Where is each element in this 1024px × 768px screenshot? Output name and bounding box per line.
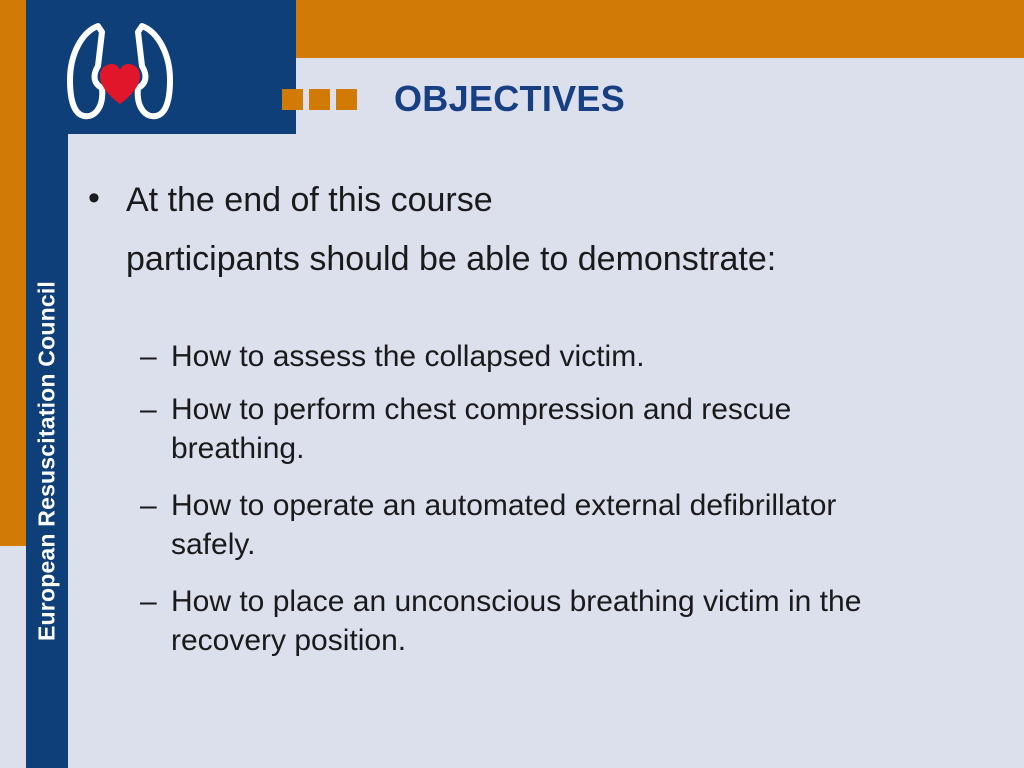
- bullet-text-line1: At the end of this course: [126, 181, 493, 219]
- sub-item-marker: –: [140, 585, 157, 618]
- sub-item-text: How to perform chest compression and rescue: [171, 393, 792, 426]
- sub-item-marker: –: [140, 340, 157, 373]
- bullet-text-line2: participants should be able to demonstrate:: [126, 240, 777, 278]
- slide-title: OBJECTIVES: [394, 78, 626, 119]
- bullet-marker: •: [88, 179, 100, 217]
- sub-item-text: How to place an unconscious breathing victim in the: [171, 585, 862, 618]
- sub-item-marker: –: [140, 393, 157, 426]
- sub-item-text: safely.: [171, 528, 256, 561]
- sidebar-vertical-label: European Resuscitation Council: [33, 281, 60, 641]
- sub-item-text: How to operate an automated external defibrillator: [171, 489, 837, 522]
- sub-item-text: recovery position.: [171, 624, 407, 657]
- sub-item-text: How to assess the collapsed victim.: [171, 340, 645, 373]
- sub-item-marker: –: [140, 489, 157, 522]
- sub-item-text: breathing.: [171, 432, 305, 465]
